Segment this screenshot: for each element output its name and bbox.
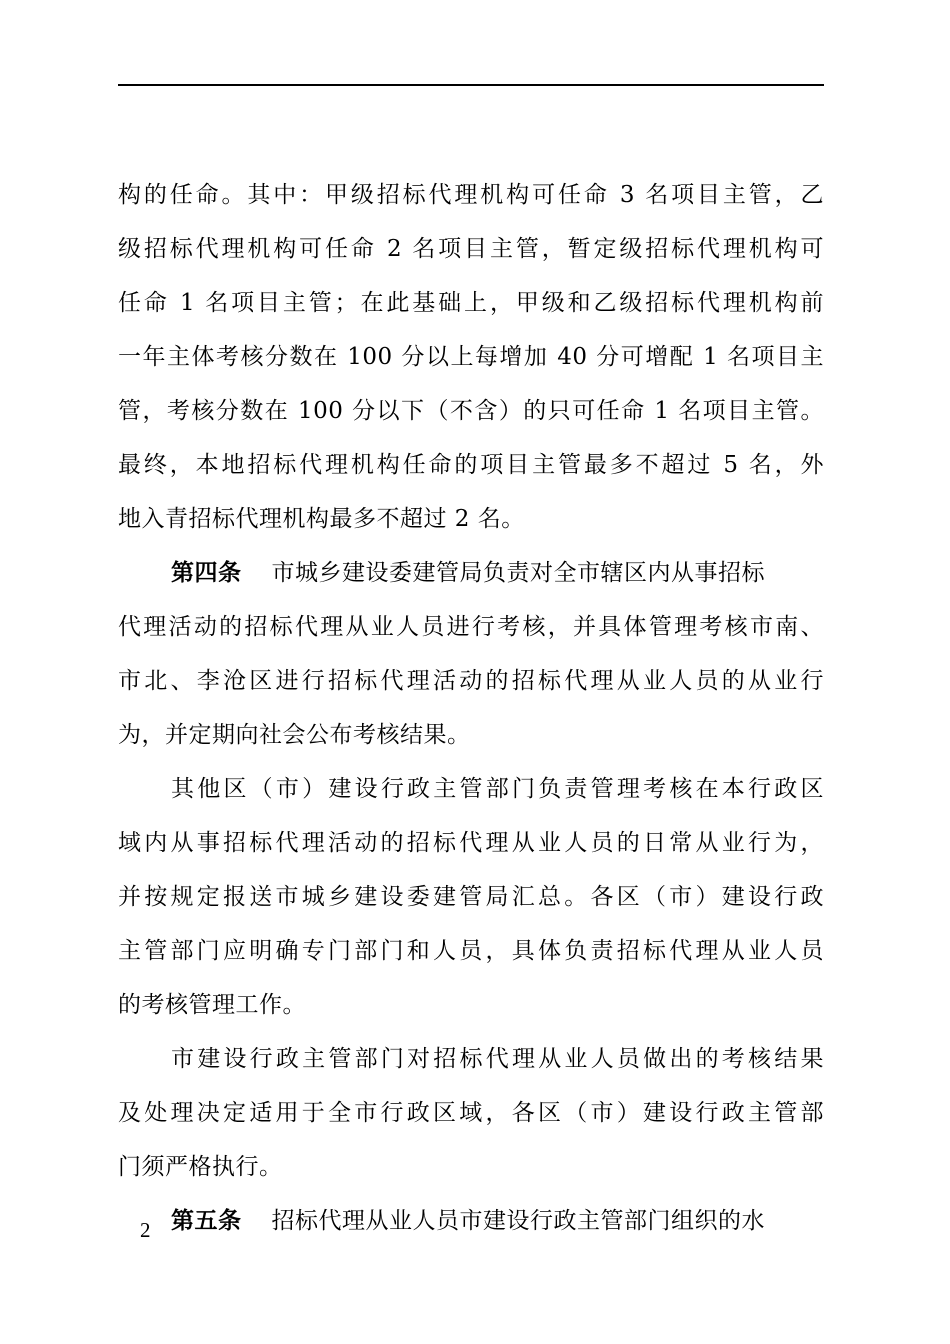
- text-line: 门须严格执行。: [118, 1154, 283, 1180]
- text-line: 级招标代理机构可任命 2 名项目主管，暂定级招标代理机构可: [118, 236, 824, 262]
- text-line: 地入青招标代理机构最多不超过 2 名。: [118, 506, 525, 532]
- text-line: 一年主体考核分数在 100 分以上每增加 40 分可增配 1 名项目主: [118, 344, 824, 370]
- text-span: 招标代理从业人员市建设行政主管部门组织的水: [271, 1208, 765, 1234]
- text-line: 市北、李沧区进行招标代理活动的招标代理从业人员的从业行: [118, 668, 824, 694]
- text-line: 为，并定期向社会公布考核结果。: [118, 722, 471, 748]
- header-rule: [118, 84, 824, 86]
- text-line: 主管部门应明确专门部门和人员，具体负责招标代理从业人员: [118, 938, 824, 964]
- text-line: 及处理决定适用于全市行政区域，各区（市）建设行政主管部: [118, 1100, 824, 1126]
- article-number-5: 第五条: [171, 1208, 242, 1234]
- paragraph-article-4-first-line: [171, 553, 765, 593]
- text-line: 管，考核分数在 100 分以下（不含）的只可任命 1 名项目主管。: [118, 398, 824, 424]
- text-line: 任命 1 名项目主管；在此基础上，甲级和乙级招标代理机构前: [118, 290, 824, 316]
- text-line: 的考核管理工作。: [118, 992, 306, 1018]
- page-number: 2: [140, 1218, 151, 1242]
- text-line: 构的任命。其中：甲级招标代理机构可任命 3 名项目主管，乙: [118, 182, 824, 208]
- paragraph-article-5-first-line: [171, 1201, 765, 1241]
- text-line: 代理活动的招标代理从业人员进行考核，并具体管理考核市南、: [118, 614, 824, 640]
- text-line: 其他区（市）建设行政主管部门负责管理考核在本行政区: [171, 776, 824, 802]
- text-line: 市建设行政主管部门对招标代理从业人员做出的考核结果: [171, 1046, 824, 1072]
- text-span: 市城乡建设委建管局负责对全市辖区内从事招标: [271, 560, 765, 586]
- text-line: 最终，本地招标代理机构任命的项目主管最多不超过 5 名，外: [118, 452, 824, 478]
- text-line: 域内从事招标代理活动的招标代理从业人员的日常从业行为，: [118, 830, 824, 856]
- article-number-4: 第四条: [171, 560, 242, 586]
- text-line: 并按规定报送市城乡建设委建管局汇总。各区（市）建设行政: [118, 884, 824, 910]
